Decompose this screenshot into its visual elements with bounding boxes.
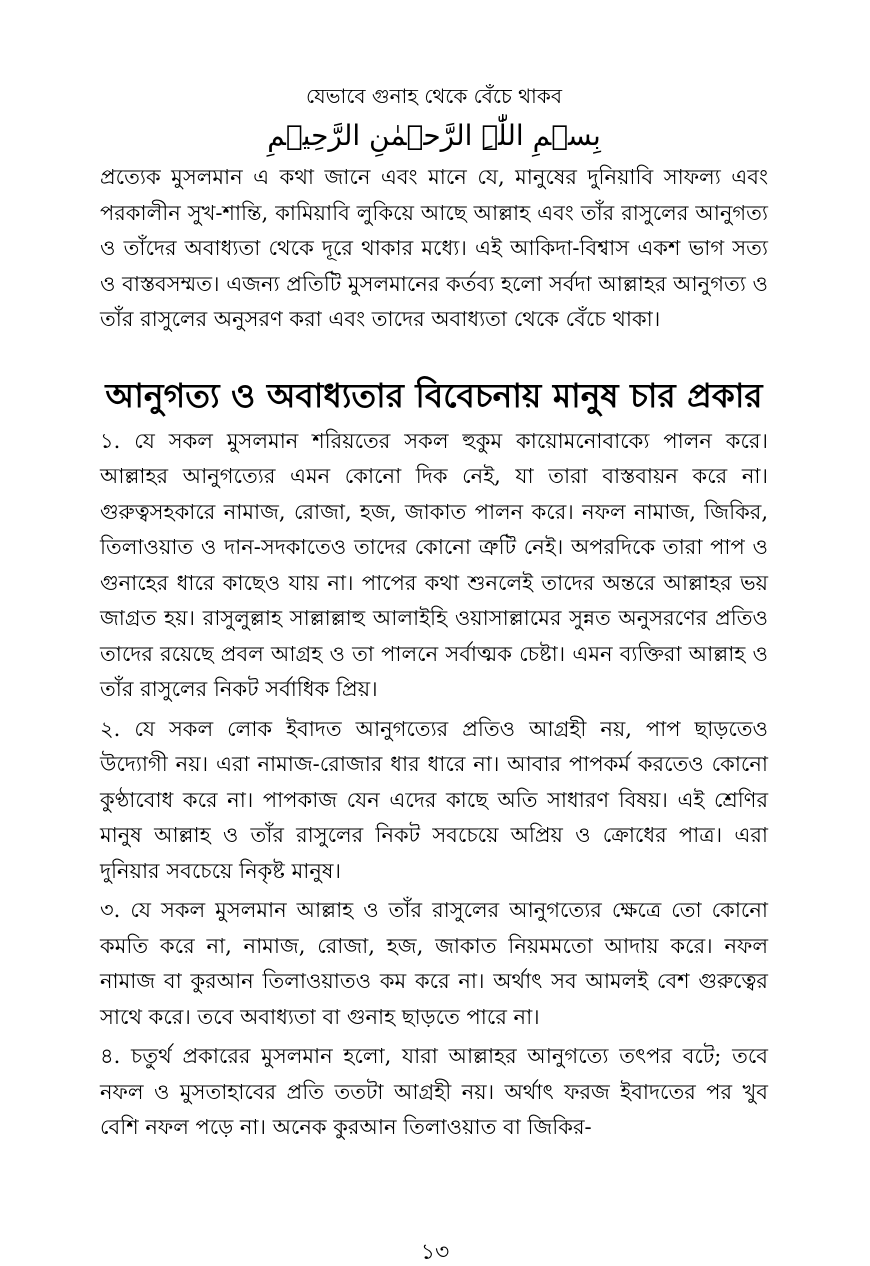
intro-paragraph: প্রত্যেক মুসলমান এ কথা জানে এবং মানে যে, মানুষের দুনিয়াবি সাফল্য এবং পরকালীন সুখ-শান্তি, কামিয়াবি লুকিয়ে আছে আল্লাহ এবং তাঁর রাসুলের আনুগত্য ও তাঁদের অবাধ্যতা থেকে দূরে থাকার মধ্যে। এই আকিদা-বিশ্বাস একশ ভাগ সত্য ও বাস্তবসম্মত। এজন্য প্রতিটি মুসলমানের কর্তব্য হলো সর্বদা আল্লাহর আনুগত্য ও তাঁর রাসুলের অনুসরণ করা এবং তাদের অবাধ্যতা থেকে বেঁচে থাকা। xyxy=(100,165,768,331)
list-item-3: ৩. যে সকল মুসলমান আল্লাহ ও তাঁর রাসুলের আনুগত্যের ক্ষেত্রে তো কোনো কমতি করে না, নামাজ, রোজা, হজ, জাকাত নিয়মমতো আদায় করে। নফল নামাজ বা কুরআন তিলাওয়াতও কম করে না। অর্থাৎ সব আমলই বেশ গুরুত্বের সাথে করে। তবে অবাধ্যতা বা গুনাহ ছাড়তে পারে না। xyxy=(100,898,768,1029)
list-item-2: ২. যে সকল লোক ইবাদত আনুগত্যের প্রতিও আগ্রহী নয়, পাপ ছাড়তেও উদ্যোগী নয়। এরা নামাজ-রোজার ধার ধারে না। আবার পাপকর্ম করতেও কোনো কুণ্ঠাবোধ করে না। পাপকাজ যেন এদের কাছে অতি সাধারণ বিষয়। এই শ্রেণির মানুষ আল্লাহ ও তাঁর রাসুলের নিকট সবচেয়ে অপ্রিয় ও ক্রোধের পাত্র। এরা দুনিয়ার সবচেয়ে নিকৃষ্ট মানুষ। xyxy=(100,716,768,883)
section-heading: আনুগত্য ও অবাধ্যতার বিবেচনায় মানুষ চার প্রকার xyxy=(105,375,763,415)
list-item-1: ১. যে সকল মুসলমান শরিয়তের সকল হুকুম কায়োমনোবাক্যে পালন করে। আল্লাহর আনুগত্যের এমন কোনো দিক নেই, যা তারা বাস্তবায়ন করে না। গুরুত্বসহকারে নামাজ, রোজা, হজ, জাকাত পালন করে। নফল নামাজ, জিকির, তিলাওয়াত ও দান-সদকাতেও তাদের কোনো ত্রুটি নেই। অপরদিকে তারা পাপ ও গুনাহের ধারে কাছেও যায় না। পাপের কথা শুনলেই তাদের অন্তরে আল্লাহর ভয় জাগ্রত হয়। রাসুলুল্লাহ সাল্লাল্লাহু আলাইহি ওয়াসাল্লামের সুন্নত অনুসরণের প্রতিও তাদের রয়েছে প্রবল আগ্রহ ও তা পালনে সর্বাত্মক চেষ্টা। এমন ব্যক্তিরা আল্লাহ ও তাঁর রাসুলের নিকট সর্বাধিক প্রিয়। xyxy=(100,428,768,701)
bismillah-calligraphy: بِسۡمِ اللّٰہِ الرَّحۡمٰنِ الرَّحِیۡمِ xyxy=(267,119,601,152)
page-number: ১৩ xyxy=(420,1240,450,1265)
running-header: যেভাবে গুনাহ থেকে বেঁচে থাকব xyxy=(306,84,562,108)
list-item-4: ৪. চতুর্থ প্রকারের মুসলমান হলো, যারা আল্লাহর আনুগত্যে তৎপর বটে; তবে নফল ও মুসতাহাবের প্রতি ততটা আগ্রহী নয়। অর্থাৎ ফরজ ইবাদতের পর খুব বেশি নফল পড়ে না। অনেক কুরআন তিলাওয়াত বা জিকির- xyxy=(100,1044,768,1139)
book-page xyxy=(100,80,768,1250)
